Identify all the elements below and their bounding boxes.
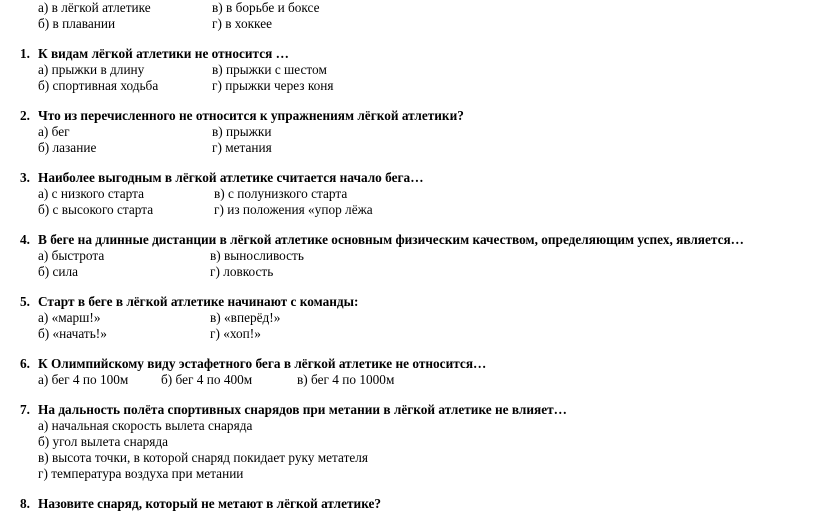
option-d: г) температура воздуха при метании <box>38 466 244 481</box>
option-a: а) бег <box>38 124 70 139</box>
question-number: 4. <box>20 232 30 247</box>
option-b: б) спортивная ходьба <box>38 78 159 93</box>
question-text: Наиболее выгодным в лёгкой атлетике считается начало бега… <box>38 170 424 185</box>
question-number: 3. <box>20 170 30 185</box>
option-c: в) в борьбе и боксе <box>212 0 320 15</box>
question-number: 7. <box>20 402 30 417</box>
option-c: в) бег 4 по 1000м <box>297 372 395 387</box>
question-text: К Олимпийскому виду эстафетного бега в лёгкой атлетике не относится… <box>38 356 487 371</box>
question-text: Назовите снаряд, который не метают в лёгкой атлетике? <box>38 496 382 511</box>
option-d: г) «хоп!» <box>210 326 261 341</box>
option-b: б) сила <box>38 264 79 279</box>
question-text: К видам лёгкой атлетики не относится … <box>38 46 289 61</box>
question-number: 1. <box>20 46 30 61</box>
option-a: а) в лёгкой атлетике <box>38 0 151 15</box>
question-number: 6. <box>20 356 30 371</box>
option-a: а) начальная скорость вылета снаряда <box>38 418 253 433</box>
option-a: а) «марш!» <box>38 310 101 325</box>
option-c: в) с полунизкого старта <box>214 186 348 201</box>
option-a: а) с низкого старта <box>38 186 145 201</box>
option-b: б) в плавании <box>38 16 116 31</box>
option-c: в) прыжки с шестом <box>212 62 327 77</box>
option-b: б) с высокого старта <box>38 202 154 217</box>
option-d: г) ловкость <box>210 264 274 279</box>
option-d: г) метания <box>212 140 272 155</box>
question-text: В беге на длинные дистанции в лёгкой атлетике основным физическим качеством, определяющим успех, является… <box>38 232 744 247</box>
option-c: в) прыжки <box>212 124 272 139</box>
option-b: б) угол вылета снаряда <box>38 434 169 449</box>
option-d: г) прыжки через коня <box>212 78 334 93</box>
option-b: б) бег 4 по 400м <box>161 372 253 387</box>
option-a: а) бег 4 по 100м <box>38 372 129 387</box>
option-b: б) лазание <box>38 140 97 155</box>
option-d: г) в хоккее <box>212 16 272 31</box>
question-number: 5. <box>20 294 30 309</box>
option-b: б) «начать!» <box>38 326 107 341</box>
option-c: в) выносливость <box>210 248 304 263</box>
question-text: Что из перечисленного не относится к упражнениям лёгкой атлетики? <box>38 108 464 123</box>
option-d: г) из положения «упор лёжа <box>214 202 373 217</box>
question-number: 2. <box>20 108 30 123</box>
option-a: а) быстрота <box>38 248 105 263</box>
question-text: На дальность полёта спортивных снарядов при метании в лёгкой атлетике не влияет… <box>38 402 567 417</box>
question-number: 8. <box>20 496 30 511</box>
option-c: в) высота точки, в которой снаряд покидает руку метателя <box>38 450 369 465</box>
option-c: в) «вперёд!» <box>210 310 281 325</box>
question-text: Старт в беге в лёгкой атлетике начинают с команды: <box>38 294 359 309</box>
option-a: а) прыжки в длину <box>38 62 145 77</box>
